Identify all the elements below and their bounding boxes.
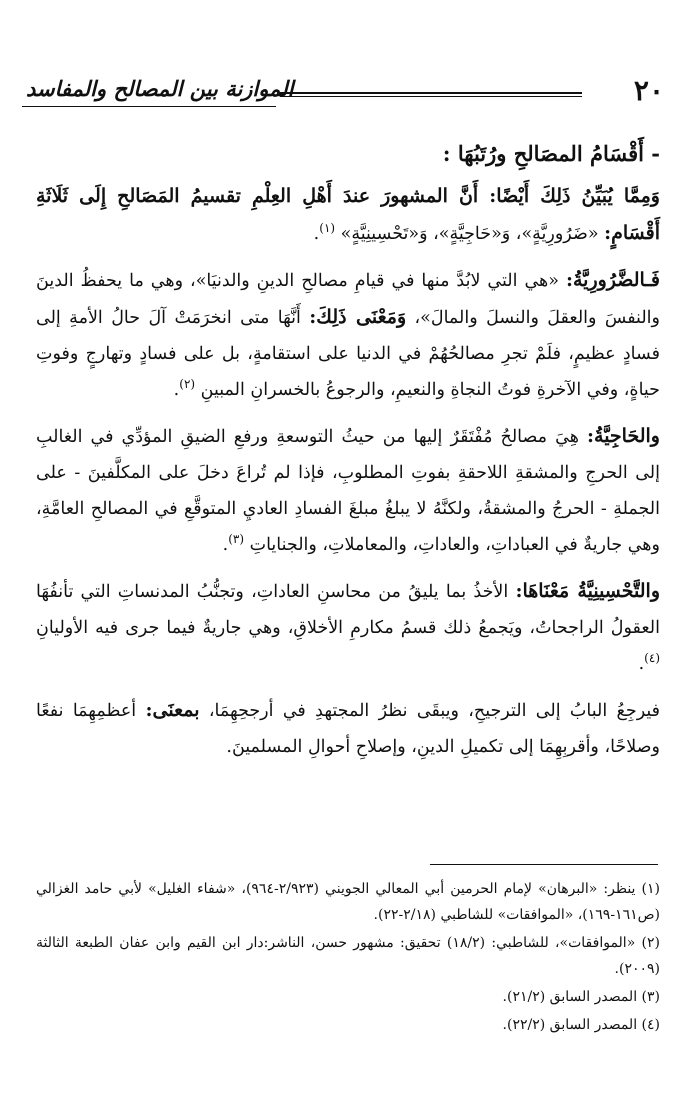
footnote-2: (٢) «الموافقات»، للشاطبي: (١٨/٢) تحقيق: مشهور حسن، الناشر:دار ابن القيم وابن عفان الطبعة الثالثة (٢٠٠٩). [36,935,660,977]
paragraph-conclusion [36,692,660,765]
footnote-ref: (٣) [228,532,245,547]
paragraph-text: «هي التي لابُدَّ منها في قيامِ مصالحِ الدينِ والدنيَا»، وهي ما يحفظُ الدينَ والنفسَ والعقلَ والنسلَ والمالَ»، [36,271,660,328]
paragraph-hajiyya [36,418,660,563]
section-heading: - أَقْسَامُ المصَالحِ ورُتَبُهَا : [442,141,660,166]
paragraph-text: هِيَ مصالحُ مُفْتَقَرٌ إليها من حيثُ التوسعةِ ورفعِ الضيقِ المؤدِّي في الغالبِ إلى الحرجِ والمشقةِ اللاحقةِ بفوتِ المطلوبِ، فإذا لم تُراعَ دخلَ على المكلَّفينَ - على الجملةِ - الحرجُ والمشقةُ، ولكنَّهُ لا يبلغُ مبلغَ الفسادِ العاديِ المتوقَّعِ في المصالحِ العامَّةِ، وهي جاريةٌ في العباداتِ، والعاداتِ، والمعاملاتِ، والجناياتِ [36,427,660,555]
paragraph-lead: فَـالضَّرُورِيَّةُ: [565,269,660,291]
paragraph-text-2: أَنَّهَا متى انخرَمَتْ آلَ حالُ الأمةِ إلى فسادٍ عظيمٍ، فلَمْ تجرِ مصالحُهُمْ في الدنيا على استقامةٍ، بل على فسادٍ وتهارجٍ وفوتِ حياةٍ، وفي الآخرةِ فوتُ النجاةِ والنعيمِ، والرجوعُ بالخسرانِ المبينِ [36,308,660,400]
footnote-4: (٤) المصدر السابق (٢٢/٢). [502,1017,660,1033]
footnote-ref: (٤) [644,651,660,666]
paragraph-intro [36,178,660,252]
running-title-rule [22,106,276,107]
footnote-1: (١) ينظر: «البرهان» لإمام الحرمين أبي المعالي الجويني (٢/٩٢٣-٩٦٤)، «شفاء الغليل» لأبي حامد الغزالي (ص١٦١-١٦٩)، «الموافقات» للشاطبي (٢/١٨-٢٢). [36,881,660,923]
body-text [36,132,660,775]
paragraph-text-2: أعظمِهِمَا نفعًا وصلاحًا، وأقربِهِمَا إلى تكميلِ الدينِ، وإصلاحِ أحوالِ المسلمينَ. [36,701,660,757]
paragraph-lead-2: وَمَعْنَى ذَلِكَ: [309,306,407,328]
paragraph-tahsiniyya [36,573,660,682]
footnotes [36,876,660,1040]
footnote-separator [430,864,658,865]
footnote-3: (٣) المصدر السابق (٢١/٢). [502,989,660,1005]
running-title: الموازنة بين المصالح والمفاسد [26,76,294,101]
paragraph-tail: . [222,535,229,555]
paragraph-tail: . [638,654,645,674]
paragraph-tail: . [173,380,180,400]
paragraph-text: الأخذُ بما يليقُ من محاسنِ العاداتِ، وتجنُّبُ المدنساتِ التي تأنفُهَا العقولُ الراجحاتُ، ويَجمعُ ذلك قسمُ مكارمِ الأخلاقِ، وهي جاريةٌ فيما جرى فيه الأوليانِ [36,582,660,638]
paragraph-text: «ضَرُورِيَّةٍ»، وَ«حَاجِيَّةٍ»، وَ«تَحْسِينِيَّةٍ» [340,224,599,244]
paragraph-text: فيرجِعُ البابُ إلى الترجيحِ، ويبقَى نظرُ المجتهدِ في أرجحِهِمَا، [199,701,660,721]
paragraph-lead: والحَاجِيَّةُ: [587,425,660,447]
page-number: ٢٠ [633,74,664,107]
footnote-ref: (١) [319,221,336,236]
page-header [22,70,672,112]
footnote-ref: (٢) [179,377,196,392]
paragraph-tail: . [313,224,320,244]
paragraph-lead: والتَّحْسِينِيَّةُ مَعْنَاهَا: [515,580,660,602]
paragraph-lead-2: بمعنَى: [145,699,200,721]
header-rule [280,92,582,97]
paragraph-daruriyya [36,262,660,408]
paragraph-lead: وَمِمَّا يُبَيِّنُ ذَلِكَ أَيْضًا: أَنَّ المشهورَ عندَ أَهْلِ العِلْمِ تقسيمُ المَصَالحِ إِلَى ثَلَاثَةِ أَقْسَامٍ: [36,185,660,244]
